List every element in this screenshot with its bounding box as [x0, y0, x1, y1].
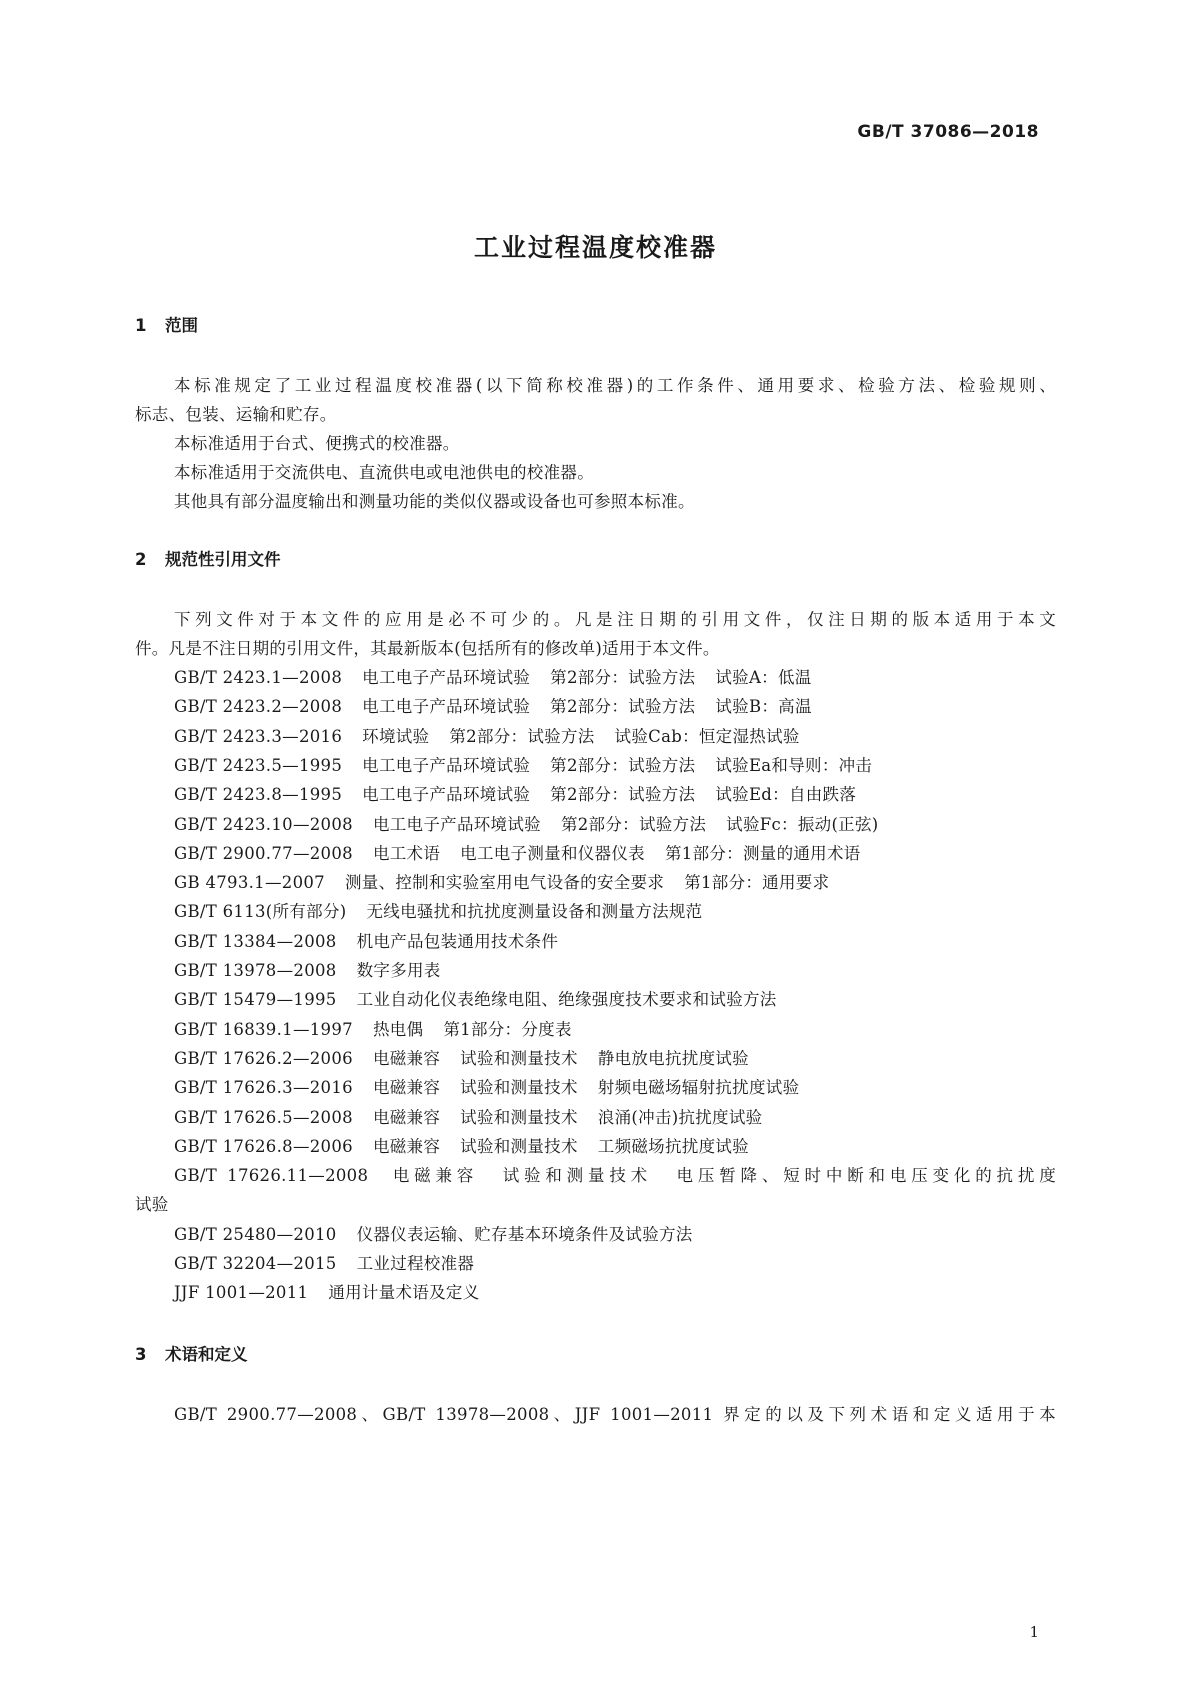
reference-title-part: 试验A：低温	[715, 668, 812, 687]
references-intro-line: 件。凡是不注日期的引用文件，其最新版本(包括所有的修改单)适用于本文件。	[135, 639, 720, 658]
reference-title-part: 电磁兼容	[372, 1078, 441, 1098]
section-number: 2	[135, 550, 147, 569]
reference-item	[174, 1133, 749, 1157]
reference-title-part: 电工电子产品环境试验	[372, 814, 541, 834]
reference-title-part: 第2部分：试验方法	[550, 755, 696, 775]
section-heading-scope	[135, 312, 198, 336]
reference-title-part: 工业过程校准器	[356, 1254, 475, 1273]
reference-item	[174, 1221, 693, 1245]
reference-title-part: 射频电磁场辐射抗扰度试验	[597, 1078, 800, 1098]
reference-item	[174, 1162, 1056, 1186]
reference-item	[174, 723, 800, 747]
reference-code: GB 4793.1—2007	[174, 873, 325, 893]
reference-item	[174, 840, 861, 864]
reference-title-part: 试验Ea和导则：冲击	[715, 755, 873, 775]
terms-intro-line: GB/T 2900.77—2008、GB/T 13978—2008、JJF 1001—2011 界定的以及下列术语和定义适用于本	[174, 1405, 1056, 1424]
reference-continuation: 试验	[135, 1195, 169, 1215]
reference-title-part: 试验B：高温	[715, 697, 812, 717]
reference-item	[174, 986, 777, 1010]
reference-code: GB/T 2423.8—1995	[174, 785, 343, 805]
reference-title-part: 无线电骚扰和抗扰度测量设备和测量方法规范	[366, 902, 703, 922]
reference-item	[174, 869, 829, 893]
reference-title-part: 环境试验	[362, 726, 430, 746]
reference-item	[174, 1104, 762, 1128]
reference-title-part: 试验和测量技术	[460, 1107, 578, 1127]
reference-title-part: 电工电子产品环境试验	[362, 755, 531, 775]
reference-code: GB/T 2423.2—2008	[174, 697, 343, 717]
reference-title-part: 电工电子产品环境试验	[362, 697, 531, 717]
reference-title-part: 工频磁场抗扰度试验	[597, 1136, 749, 1156]
reference-title-part: 测量、控制和实验室用电气设备的安全要求	[344, 873, 665, 893]
reference-title-part: 机电产品包装通用技术条件	[356, 931, 559, 951]
scope-paragraph: 其他具有部分温度输出和测量功能的类似仪器或设备也可参照本标准。	[174, 492, 695, 511]
references-intro-line: 下列文件对于本文件的应用是必不可少的。凡是注日期的引用文件，仅注日期的版本适用于本文	[174, 610, 1056, 629]
scope-paragraph-line: 本标准规定了工业过程温度校准器(以下简称校准器)的工作条件、通用要求、检验方法、检验规则、	[174, 376, 1056, 395]
reference-code: GB/T 17626.5—2008	[174, 1107, 353, 1127]
standard-code: GB/T 37086—2018	[857, 122, 1039, 142]
page-number: 1	[1029, 1623, 1039, 1641]
reference-title-part: 仪器仪表运输、贮存基本环境条件及试验方法	[356, 1224, 693, 1244]
section-title: 范围	[165, 316, 198, 335]
reference-code: GB/T 17626.3—2016	[174, 1078, 353, 1098]
reference-title-part: 第2部分：试验方法	[550, 668, 696, 687]
reference-title-part: 第1部分：通用要求	[684, 873, 830, 893]
reference-title-part: 第2部分：试验方法	[449, 726, 595, 746]
reference-title-part: 试验Fc：振动(正弦)	[726, 814, 879, 834]
reference-item	[174, 957, 441, 981]
reference-code: GB/T 13978—2008	[174, 961, 337, 980]
section-number: 3	[135, 1345, 147, 1364]
reference-item	[174, 693, 812, 717]
reference-code: GB/T 6113(所有部分)	[174, 902, 347, 922]
reference-title-part: 试验Ed：自由跌落	[715, 785, 857, 805]
section-number: 1	[135, 316, 147, 335]
reference-title-part: 通用计量术语及定义	[328, 1283, 480, 1303]
reference-title-part: 电工电子产品环境试验	[362, 668, 531, 687]
reference-title-part: 电磁兼容	[388, 1166, 479, 1186]
reference-item	[174, 664, 812, 688]
reference-item	[174, 781, 856, 805]
reference-title-part: 电磁兼容	[372, 1107, 441, 1127]
reference-title-part: 电磁兼容	[372, 1136, 441, 1156]
scope-paragraph: 本标准适用于台式、便携式的校准器。	[174, 434, 460, 453]
reference-item	[174, 1250, 474, 1274]
reference-title-part: 静电放电抗扰度试验	[597, 1048, 749, 1068]
reference-title-part: 试验和测量技术	[498, 1166, 653, 1186]
reference-code: GB/T 2423.10—2008	[174, 814, 353, 834]
section-heading-normative-references	[135, 546, 281, 570]
reference-item	[174, 928, 558, 952]
reference-title-part: 浪涌(冲击)抗扰度试验	[597, 1107, 763, 1127]
reference-title-part: 第2部分：试验方法	[550, 697, 696, 717]
reference-item	[174, 1279, 480, 1303]
scope-paragraph: 本标准适用于交流供电、直流供电或电池供电的校准器。	[174, 463, 594, 482]
reference-title-part: 第1部分：分度表	[443, 1019, 572, 1039]
reference-title-part: 电压暂降、短时中断和电压变化的抗扰度	[672, 1166, 1056, 1186]
reference-title-part: 第1部分：测量的通用术语	[664, 843, 861, 863]
reference-item	[174, 1016, 572, 1040]
reference-title-part: 试验Cab：恒定湿热试验	[614, 726, 800, 746]
reference-code: GB/T 2423.5—1995	[174, 755, 343, 775]
section-title: 术语和定义	[165, 1345, 248, 1364]
reference-code: GB/T 16839.1—1997	[174, 1019, 353, 1039]
reference-code: GB/T 17626.11—2008	[174, 1166, 369, 1186]
section-heading-terms	[135, 1341, 248, 1365]
reference-code: GB/T 17626.8—2006	[174, 1136, 353, 1156]
reference-item	[174, 811, 879, 835]
reference-item	[174, 1045, 749, 1069]
reference-code: GB/T 17626.2—2006	[174, 1048, 353, 1068]
reference-code: GB/T 32204—2015	[174, 1254, 337, 1273]
reference-title-part: 试验和测量技术	[460, 1136, 578, 1156]
reference-title-part: 电工电子产品环境试验	[362, 785, 531, 805]
reference-title-part: 热电偶	[372, 1019, 424, 1039]
reference-code: GB/T 2423.3—2016	[174, 726, 343, 746]
reference-title-part: 第2部分：试验方法	[550, 785, 696, 805]
scope-paragraph-line: 标志、包装、运输和贮存。	[135, 405, 337, 424]
reference-code: GB/T 13384—2008	[174, 931, 337, 951]
reference-title-part: 电磁兼容	[372, 1048, 441, 1068]
reference-code: GB/T 25480—2010	[174, 1224, 337, 1244]
section-title: 规范性引用文件	[165, 550, 281, 569]
document-title: 工业过程温度校准器	[473, 233, 717, 262]
reference-title-part: 电工电子测量和仪器仪表	[460, 843, 645, 863]
reference-code: GB/T 2900.77—2008	[174, 843, 353, 863]
reference-code: GB/T 2423.1—2008	[174, 668, 343, 687]
reference-title-part: 电工术语	[372, 843, 441, 863]
reference-title-part: 工业自动化仪表绝缘电阻、绝缘强度技术要求和试验方法	[356, 990, 777, 1010]
reference-title-part: 数字多用表	[356, 961, 441, 980]
reference-code: GB/T 15479—1995	[174, 990, 337, 1010]
reference-item	[174, 898, 702, 922]
reference-code: JJF 1001—2011	[174, 1283, 309, 1303]
reference-item	[174, 752, 872, 776]
reference-item	[174, 1074, 799, 1098]
reference-title-part: 第2部分：试验方法	[560, 814, 707, 834]
reference-title-part: 试验和测量技术	[460, 1078, 578, 1098]
reference-title-part: 试验和测量技术	[460, 1048, 578, 1068]
